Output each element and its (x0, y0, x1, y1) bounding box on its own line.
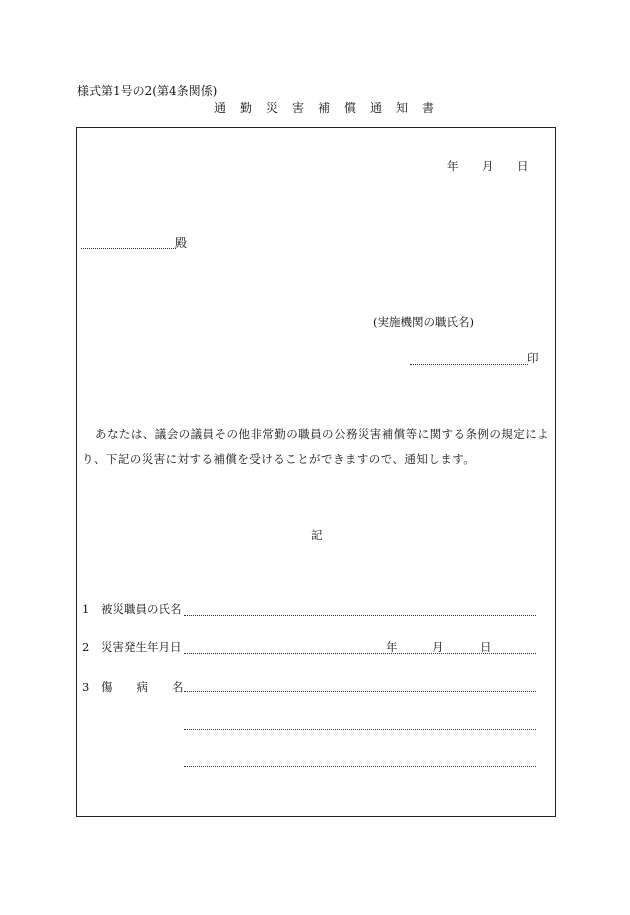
item-1-number: 1 (82, 602, 90, 616)
item-2-number: 2 (82, 640, 90, 654)
record-heading: 記 (311, 528, 323, 542)
item-2-day-label: 日 (480, 640, 492, 654)
issuer-name-line (410, 364, 528, 365)
addressee-honorific: 殿 (175, 236, 188, 250)
item-3-entry-line-2 (184, 729, 536, 730)
date-day-label: 日 (517, 159, 529, 173)
body-text-line-2: り、下記の災害に対する補償を受けることができますので、通知します。 (82, 452, 476, 466)
addressee-name-line (81, 248, 176, 249)
date-year-label: 年 (447, 159, 459, 173)
item-2-year-label: 年 (386, 640, 398, 654)
form-frame (76, 127, 556, 817)
item-2-month-label: 月 (432, 640, 444, 654)
item-3-entry-line-3 (184, 766, 536, 767)
document-title: 通勤災害補償通知書 (214, 101, 449, 115)
form-number: 様式第1号の2(第4条関係) (77, 84, 218, 98)
item-3-label: 傷病名 (101, 680, 208, 694)
item-1-label: 被災職員の氏名 (101, 602, 182, 616)
item-2-label: 災害発生年月日 (101, 640, 182, 654)
item-3-entry-line-1 (184, 691, 536, 692)
issuer-title: (実施機関の職氏名) (373, 315, 474, 329)
body-text-line-1: あなたは、議会の議員その他非常勤の職員の公務災害補償等に関する条例の規定によ (95, 427, 550, 441)
item-3-number: 3 (82, 680, 90, 694)
item-1-entry-line (184, 615, 536, 616)
issuer-seal-mark: 印 (527, 351, 539, 365)
date-month-label: 月 (482, 159, 494, 173)
